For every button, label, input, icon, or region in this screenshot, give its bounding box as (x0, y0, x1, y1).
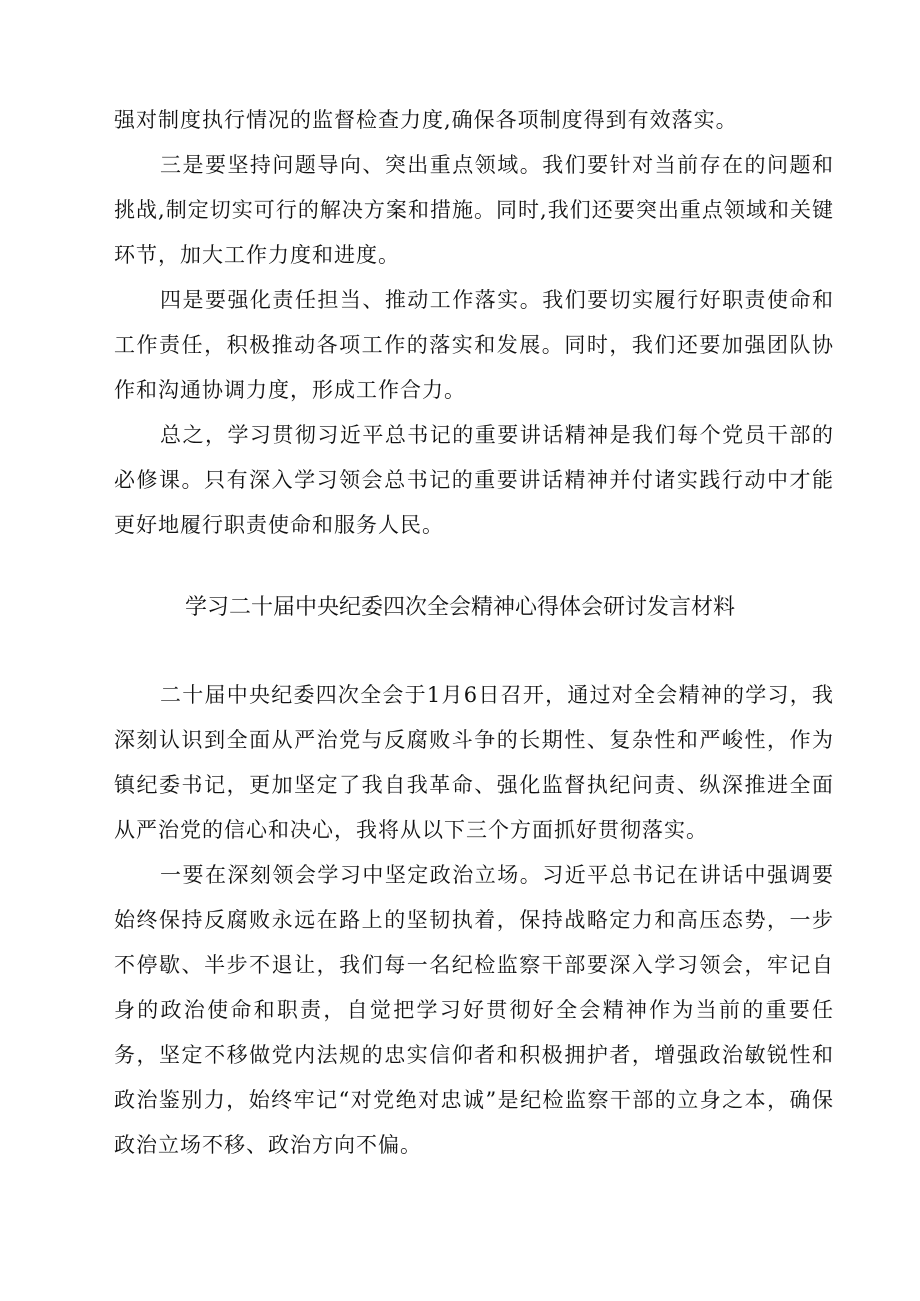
paragraph-point-one: 一要在深刻领会学习中坚定政治立场。习近平总书记在讲话中强调要始终保持反腐败永远在路上的坚韧执着，保持战略定力和高压态势，一步不停歇、半步不退让，我们每一名纪检监察干部要深入学习领会，牢记自身的政治使命和职责，自觉把学习好贯彻好全会精神作为当前的重要任务，坚定不移做党内法规的忠实信仰者和积极拥护者，增强政治敏锐性和政治鉴别力，始终牢记“对党绝对忠诚”是纪检监察干部的立身之本，确保政治立场不移、政治方向不偏。 (114, 863, 834, 1157)
paragraph-point-four: 四是要强化责任担当、推动工作落实。我们要切实履行好职责使命和工作责任，积极推动各项工作的落实和发展。同时，我们还要加强团队协作和沟通协调力度，形成工作合力。 (114, 288, 834, 402)
paragraph-intro: 二十届中央纪委四次全会于1月6日召开，通过对全会精神的学习，我深刻认识到全面从严治党与反腐败斗争的长期性、复杂性和严峻性，作为镇纪委书记，更加坚定了我自我革命、强化监督执纪问责、纵深推进全面从严治党的信心和决心，我将从以下三个方面抓好贯彻落实。 (114, 683, 834, 842)
paragraph-conclusion: 总之，学习贯彻习近平总书记的重要讲话精神是我们每个党员干部的必修课。只有深入学习领会总书记的重要讲话精神并付诸实践行动中才能更好地履行职责使命和服务人民。 (114, 423, 834, 537)
section-title: 学习二十届中央纪委四次全会精神心得体会研讨发言材料 (184, 595, 735, 620)
paragraph-point-three: 三是要坚持问题导向、突出重点领域。我们要针对当前存在的问题和挑战,制定切实可行的解决方案和措施。同时,我们还要突出重点领域和关键环节，加大工作力度和进度。 (114, 153, 834, 267)
paragraph-continued: 强对制度执行情况的监督检查力度,确保各项制度得到有效落实。 (114, 108, 738, 132)
